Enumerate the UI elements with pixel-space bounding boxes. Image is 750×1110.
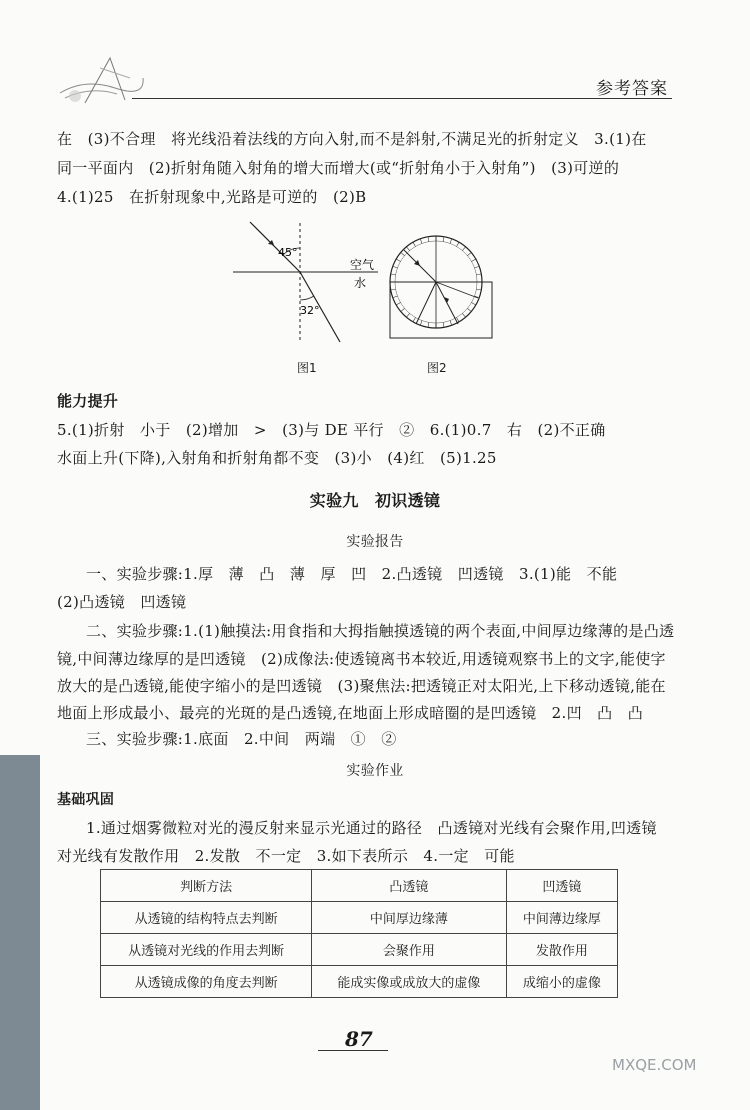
watermark: MXQE.COM — [612, 1056, 697, 1074]
report-line-6: 地面上形成最小、最亮的光斑的是凸透镜,在地面上形成暗圈的是凹透镜 2.凹 凸 凸 — [57, 704, 644, 722]
protractor-tick — [393, 266, 398, 268]
protractor-tick — [476, 289, 481, 290]
protractor-refraction-figure-2 — [386, 228, 496, 348]
protractor-tick — [462, 313, 465, 317]
protractor-tick — [406, 247, 409, 251]
protractor-tick — [450, 239, 452, 244]
angle-incident-label: 45° — [278, 246, 298, 259]
table-row — [101, 934, 618, 966]
table-cell: 从透镜对光线的作用去判断 — [101, 934, 312, 966]
protractor-tick — [476, 274, 481, 275]
protractor-tick — [428, 237, 429, 242]
angle-refraction-label: 32° — [300, 304, 320, 317]
ability-line-2: 水面上升(下降),入射角和折射角都不变 (3)小 (4)红 (5)1.25 — [57, 449, 497, 467]
table-cell: 从透镜的结构特点去判断 — [101, 902, 312, 934]
table-cell: 成缩小的虚像 — [506, 966, 617, 998]
report-line-1: 一、实验步骤:1.厚 薄 凸 薄 厚 凹 2.凸透镜 凹透镜 3.(1)能 不能 — [86, 565, 618, 583]
protractor-tick — [420, 321, 422, 326]
table-cell: 发散作用 — [506, 934, 617, 966]
report-title: 实验报告 — [346, 534, 404, 550]
table-cell: 能成实像或成放大的虚像 — [312, 966, 507, 998]
basic-line-1: 1.通过烟雾微粒对光的漫反射来显示光通过的路径 凸透镜对光线有会聚作用,凹透镜 — [86, 819, 657, 837]
report-line-2: (2)凸透镜 凹透镜 — [57, 593, 187, 611]
protractor-tick — [391, 274, 396, 275]
table-cell: 会聚作用 — [312, 934, 507, 966]
protractor-tick — [420, 239, 422, 244]
ability-heading: 能力提升 — [57, 392, 119, 410]
intro-line-3: 4.(1)25 在折射现象中,光路是可逆的 (2)B — [57, 188, 367, 206]
intro-line-2: 同一平面内 (2)折射角随入射角的增大而增大(或“折射角小于入射角”) (3)可逆的 — [57, 159, 620, 177]
protractor-tick — [401, 252, 405, 255]
protractor-tick — [413, 242, 416, 246]
figure-2-caption: 图2 — [427, 361, 447, 375]
basic-heading: 基础巩固 — [57, 792, 115, 808]
page-number-underline — [318, 1050, 388, 1051]
protractor-tick — [396, 259, 400, 262]
basic-line-2: 对光线有发散作用 2.发散 不一定 3.如下表所示 4.一定 可能 — [57, 847, 515, 865]
report-line-7: 三、实验步骤:1.底面 2.中间 两端 ① ② — [86, 730, 397, 748]
glass-block — [390, 282, 492, 338]
water-label: 水 — [354, 276, 367, 290]
protractor-tick — [393, 296, 398, 298]
header-divider — [132, 98, 672, 99]
protractor-tick — [396, 303, 400, 306]
protractor-tick — [472, 259, 476, 262]
air-label: 空气 — [350, 258, 375, 272]
refraction-diagram-figure-1 — [228, 218, 388, 348]
protractor-tick — [443, 322, 444, 327]
protractor-tick — [450, 321, 452, 326]
experiment-title: 实验九 初识透镜 — [309, 491, 441, 510]
intro-line-1: 在 (3)不合理 将光线沿着法线的方向入射,而不是斜射,不满足光的折射定义 3.(1)在 — [57, 130, 647, 148]
protractor-tick — [475, 266, 480, 268]
table-header-cell: 判断方法 — [101, 870, 312, 902]
protractor-tick — [413, 318, 416, 322]
protractor-tick — [443, 237, 444, 242]
figure-1-caption: 图1 — [297, 361, 317, 375]
report-line-4: 镜,中间薄边缘厚的是凹透镜 (2)成像法:使透镜离书本较近,用透镜观察书上的文字,能使字 — [57, 650, 666, 668]
table-header-cell: 凸透镜 — [312, 870, 507, 902]
header-logo-icon — [55, 48, 145, 110]
protractor-tick — [428, 322, 429, 327]
table-cell: 从透镜成像的角度去判断 — [101, 966, 312, 998]
protractor-tick — [467, 252, 471, 255]
table-header-row — [101, 870, 618, 902]
protractor-tick — [457, 242, 460, 246]
protractor-tick — [391, 289, 396, 290]
protractor-tick — [406, 313, 409, 317]
protractor-tick — [467, 308, 471, 311]
reflected-ray-2 — [416, 282, 436, 324]
protractor-tick — [401, 308, 405, 311]
lens-judgment-table — [100, 869, 618, 998]
report-line-3: 二、实验步骤:1.(1)触摸法:用食指和大拇指触摸透镜的两个表面,中间厚边缘薄的是凸透 — [86, 622, 675, 640]
table-row — [101, 902, 618, 934]
protractor-tick — [462, 247, 465, 251]
table-cell: 中间厚边缘薄 — [312, 902, 507, 934]
page-number: 87 — [345, 1027, 373, 1051]
header-title: 参考答案 — [596, 79, 668, 99]
table-header-cell: 凹透镜 — [506, 870, 617, 902]
table-row — [101, 966, 618, 998]
homework-title: 实验作业 — [346, 763, 404, 779]
report-line-5: 放大的是凸透镜,能使字缩小的是凹透镜 (3)聚焦法:把透镜正对太阳光,上下移动透镜,能在 — [57, 677, 666, 695]
ability-line-1: 5.(1)折射 小于 (2)增加 > (3)与 DE 平行 ② 6.(1)0.7 右 (2)不正确 — [57, 421, 606, 439]
protractor-tick — [472, 303, 476, 306]
page-edge-bar — [0, 755, 40, 1110]
table-cell: 中间薄边缘厚 — [506, 902, 617, 934]
